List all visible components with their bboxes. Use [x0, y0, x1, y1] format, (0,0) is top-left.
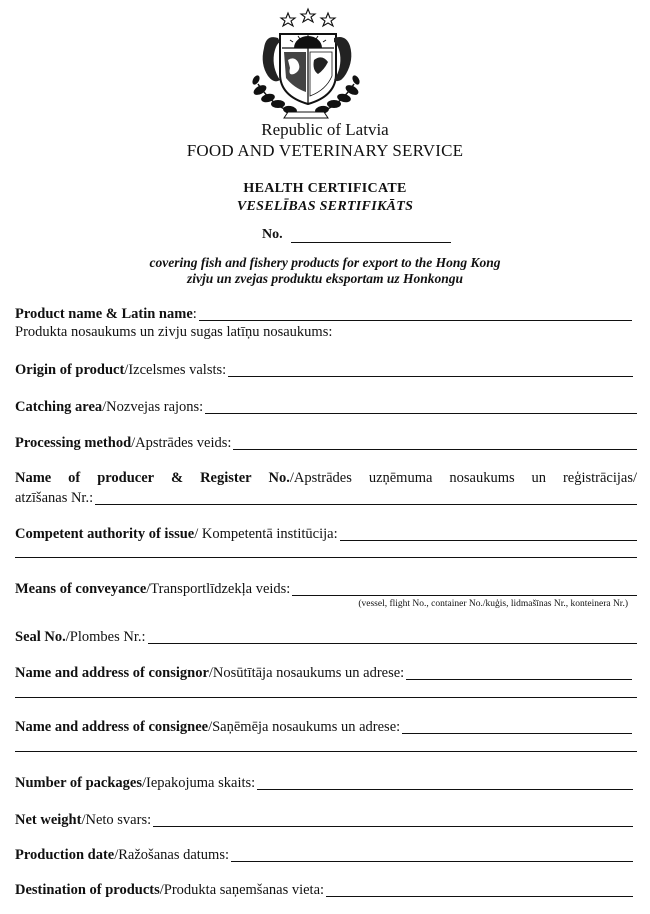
- production-date-field[interactable]: [15, 846, 633, 864]
- header-service: FOOD AND VETERINARY SERVICE: [186, 141, 464, 160]
- conveyance-field[interactable]: [15, 580, 637, 598]
- processing-method-label: Processing method: [15, 435, 132, 451]
- product-name-colon: :: [192, 306, 197, 322]
- producer-word-of: of: [68, 470, 81, 486]
- producer-sublabel: atzīšanas Nr.:: [15, 490, 94, 506]
- consignee-field[interactable]: [15, 718, 632, 736]
- origin-label: Origin of product: [15, 362, 125, 378]
- consignor-label: Name and address of consignor: [15, 665, 209, 681]
- product-name-sublabel: Produkta nosaukums un zivju sugas latīņu nosaukums:: [15, 324, 333, 340]
- packages-field[interactable]: [15, 774, 633, 792]
- producer-line[interactable]: [95, 489, 637, 505]
- producer-word-name: Name: [15, 470, 52, 486]
- covering-text-en: covering fish and fishery products for export to the Hong Kong: [149, 255, 501, 270]
- authority-text: / Kompetentā institūcija:: [194, 526, 338, 542]
- certificate-title-lv: VESELĪBAS SERTIFIKĀTS: [236, 199, 414, 214]
- destination-field[interactable]: [15, 881, 633, 899]
- catching-area-text: /Nozvejas rajons:: [102, 399, 204, 415]
- certificate-number-field[interactable]: [262, 227, 451, 243]
- authority-label: Competent authority of issue: [15, 526, 195, 542]
- producer-word-register: Register: [200, 470, 252, 486]
- producer-label-line: [15, 470, 637, 487]
- producer-text-e: reģistrācijas/: [562, 470, 638, 486]
- net-weight-label: Net weight: [15, 812, 82, 828]
- authority-line[interactable]: [340, 525, 637, 541]
- processing-method-line[interactable]: [233, 434, 637, 450]
- consignor-field[interactable]: [15, 664, 632, 682]
- consignee-label: Name and address of consignee: [15, 719, 209, 735]
- packages-line[interactable]: [257, 774, 633, 790]
- consignor-extra-line[interactable]: [15, 697, 637, 698]
- destination-label: Destination of products: [15, 882, 160, 898]
- authority-field[interactable]: [15, 525, 637, 543]
- producer-text-c: nosaukums: [449, 470, 515, 486]
- seal-label: Seal No.: [15, 629, 66, 645]
- producer-text-d: un: [531, 470, 547, 486]
- net-weight-line[interactable]: [153, 811, 633, 827]
- production-date-line[interactable]: [231, 846, 633, 862]
- destination-text: /Produkta saņemšanas vieta:: [159, 882, 325, 898]
- consignor-text: /Nosūtītāja nosaukums un adrese:: [208, 665, 405, 681]
- consignee-extra-line[interactable]: [15, 751, 637, 752]
- product-name-label: Product name & Latin name: [15, 306, 193, 322]
- packages-text: /Iepakojuma skaits:: [142, 775, 256, 791]
- conveyance-label: Means of conveyance: [15, 581, 147, 597]
- packages-label: Number of packages: [15, 775, 143, 791]
- seal-field[interactable]: [15, 628, 637, 646]
- consignee-line[interactable]: [402, 718, 632, 734]
- producer-word-producer: producer: [97, 470, 155, 486]
- producer-word-amp: &: [171, 470, 184, 486]
- production-date-text: /Ražošanas datums:: [114, 847, 230, 863]
- certificate-title-en: HEALTH CERTIFICATE: [243, 181, 407, 196]
- catching-area-field[interactable]: [15, 398, 637, 416]
- net-weight-text: /Neto svars:: [81, 812, 152, 828]
- certificate-number-line[interactable]: [291, 229, 451, 243]
- origin-text: /Izcelsmes valsts:: [124, 362, 227, 378]
- product-name-field[interactable]: [15, 305, 632, 323]
- processing-method-field[interactable]: [15, 434, 637, 452]
- seal-line[interactable]: [148, 628, 637, 644]
- latvia-coat-of-arms-icon: [238, 4, 374, 122]
- product-name-line[interactable]: [199, 305, 632, 321]
- producer-text-b: uzņēmuma: [368, 470, 433, 486]
- header-country: Republic of Latvia: [261, 120, 389, 139]
- consignee-text: /Saņēmēja nosaukums un adrese:: [208, 719, 401, 735]
- conveyance-hint: (vessel, flight No., container No./kuģis, lidmašīnas Nr., konteinera Nr.): [358, 599, 628, 609]
- covering-text-lv: zivju un zvejas produktu eksportam uz Honkongu: [186, 271, 464, 286]
- origin-field[interactable]: [15, 361, 633, 379]
- origin-line[interactable]: [228, 361, 633, 377]
- producer-text-a: /Apstrādes: [289, 470, 352, 486]
- net-weight-field[interactable]: [15, 811, 633, 829]
- authority-extra-line[interactable]: [15, 557, 637, 558]
- producer-word-no: No.: [268, 470, 290, 486]
- processing-method-text: /Apstrādes veids:: [131, 435, 232, 451]
- production-date-label: Production date: [15, 847, 115, 863]
- producer-field[interactable]: [15, 489, 637, 507]
- destination-line[interactable]: [326, 881, 633, 897]
- conveyance-text: /Transportlīdzekļa veids:: [146, 581, 291, 597]
- catching-area-line[interactable]: [205, 398, 637, 414]
- catching-area-label: Catching area: [15, 399, 103, 415]
- consignor-line[interactable]: [406, 664, 632, 680]
- certificate-number-label: No.: [262, 227, 283, 242]
- seal-text: /Plombes Nr.:: [65, 629, 146, 645]
- conveyance-line[interactable]: [292, 580, 637, 596]
